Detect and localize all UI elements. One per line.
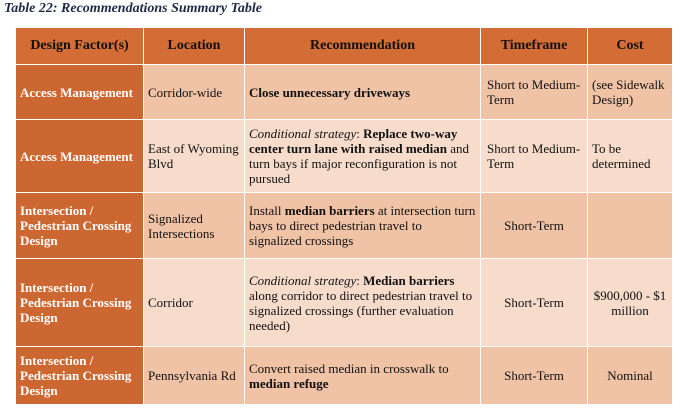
recommendation-bold-text: Close unnecessary driveways [249, 84, 411, 100]
location-cell: Corridor [144, 259, 245, 347]
header-timeframe: Timeframe [481, 28, 588, 65]
recommendation-text: and turn bays if major reconfiguration is not pursued [249, 141, 470, 186]
recommendations-table [15, 27, 673, 405]
header-row [16, 28, 673, 65]
recommendation-cell [245, 347, 481, 405]
cost-cell: Nominal [588, 347, 673, 405]
table-row [16, 120, 673, 193]
header-location: Location [144, 28, 245, 65]
table-row [16, 193, 673, 259]
timeframe-cell: Short-Term [481, 347, 588, 405]
table-row [16, 65, 673, 120]
table-row [16, 347, 673, 405]
recommendation-cell [245, 120, 481, 193]
recommendation-text: along corridor to direct pedestrian travel to signalized crossings (further evaluation needed) [249, 287, 473, 333]
recommendation-text: : [356, 126, 364, 141]
location-cell: Corridor-wide [144, 65, 245, 120]
recommendation-text: : [356, 272, 364, 288]
recommendation-cell [245, 193, 481, 259]
timeframe-cell: Short-Term [481, 193, 588, 259]
cost-cell: To be determined [588, 120, 673, 193]
design-factor-cell: Intersection / Pedestrian Crossing Design [16, 259, 144, 347]
design-factor-cell: Intersection / Pedestrian Crossing Design [16, 193, 144, 259]
design-factor-cell: Access Management [16, 120, 144, 193]
recommendation-bold-text: Replace two-way center turn lane with raised median [249, 126, 458, 156]
table-caption: Table 22: Recommendations Summary Table [4, 1, 262, 16]
recommendation-cell [245, 259, 481, 347]
recommendation-text: Install [249, 203, 285, 218]
recommendation-bold-text: median refuge [249, 375, 329, 391]
recommendation-text: at intersection turn bays to direct pedestrian travel to signalized crossings [249, 203, 476, 248]
recommendation-text: Convert raised median in crosswalk to [249, 360, 449, 376]
conditional-label: Conditional strategy [249, 126, 357, 141]
timeframe-cell: Short to Medium-Term [481, 120, 588, 193]
table-row [16, 259, 673, 347]
timeframe-cell: Short to Medium-Term [481, 65, 588, 120]
cost-cell: $900,000 - $1 million [588, 259, 673, 347]
recommendation-bold-text: Median barriers [363, 272, 455, 288]
design-factor-cell: Access Management [16, 65, 144, 120]
design-factor-cell: Intersection / Pedestrian Crossing Design [16, 347, 144, 405]
location-cell: East of Wyoming Blvd [144, 120, 245, 193]
header-recommendation: Recommendation [245, 28, 481, 65]
cost-cell: (see Sidewalk Design) [588, 65, 673, 120]
recommendation-cell [245, 65, 481, 120]
timeframe-cell: Short-Term [481, 259, 588, 347]
location-cell: Signalized Intersections [144, 193, 245, 259]
header-cost: Cost [588, 28, 673, 65]
cost-cell [588, 193, 673, 259]
header-design-factor: Design Factor(s) [16, 28, 144, 65]
location-cell: Pennsylvania Rd [144, 347, 245, 405]
conditional-label: Conditional strategy [249, 272, 357, 288]
recommendation-bold-text: median barriers [284, 203, 375, 218]
